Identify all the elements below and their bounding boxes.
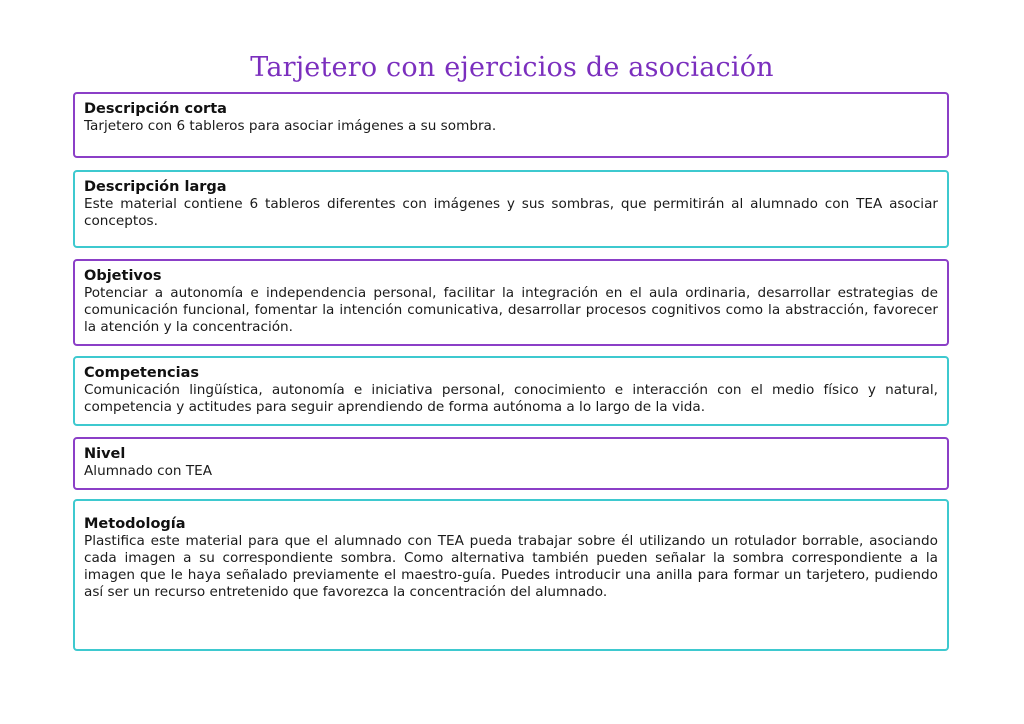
section-descripcion-corta [73, 92, 949, 158]
page-title: Tarjetero con ejercicios de asociación [250, 52, 774, 83]
section-heading: Descripción larga [84, 179, 227, 195]
section-heading: Competencias [84, 365, 199, 381]
section-competencias [73, 356, 949, 426]
section-objetivos [73, 259, 949, 346]
section-nivel [73, 437, 949, 490]
section-metodologia [73, 499, 949, 651]
section-text: Este material contiene 6 tableros diferentes con imágenes y sus sombras, que permitirán al alumnado con TEA asociar conceptos. [84, 196, 938, 229]
section-text: Comunicación lingüística, autonomía e iniciativa personal, conocimiento e interacción con el medio físico y natural, competencia y actitudes para seguir aprendiendo de forma autónoma a lo largo de la vida. [84, 382, 938, 415]
section-text: Tarjetero con 6 tableros para asociar imágenes a su sombra. [84, 118, 497, 134]
section-heading: Metodología [84, 516, 186, 532]
section-heading: Descripción corta [84, 101, 227, 117]
section-heading: Objetivos [84, 268, 162, 284]
section-heading: Nivel [84, 446, 126, 462]
section-text: Plastifica este material para que el alumnado con TEA pueda trabajar sobre él utilizando un rotulador borrable, asociando cada imagen a su correspondiente sombra. Como alternativa también pueden señalar la sombra correspondiente a la imagen que le haya señalado previamente el maestro-guía. Puedes introducir una anilla para formar un tarjetero, pudiendo así ser un recurso entretenido que favorezca la concentración del alumnado. [84, 533, 938, 600]
section-text: Alumnado con TEA [84, 463, 213, 479]
section-text: Potenciar a autonomía e independencia personal, facilitar la integración en el aula ordinaria, desarrollar estrategias de comunicación funcional, fomentar la intención comunicativa, desarrollar procesos cognitivos como la abstracción, favorecer la atención y la concentración. [84, 285, 938, 335]
section-descripcion-larga [73, 170, 949, 248]
